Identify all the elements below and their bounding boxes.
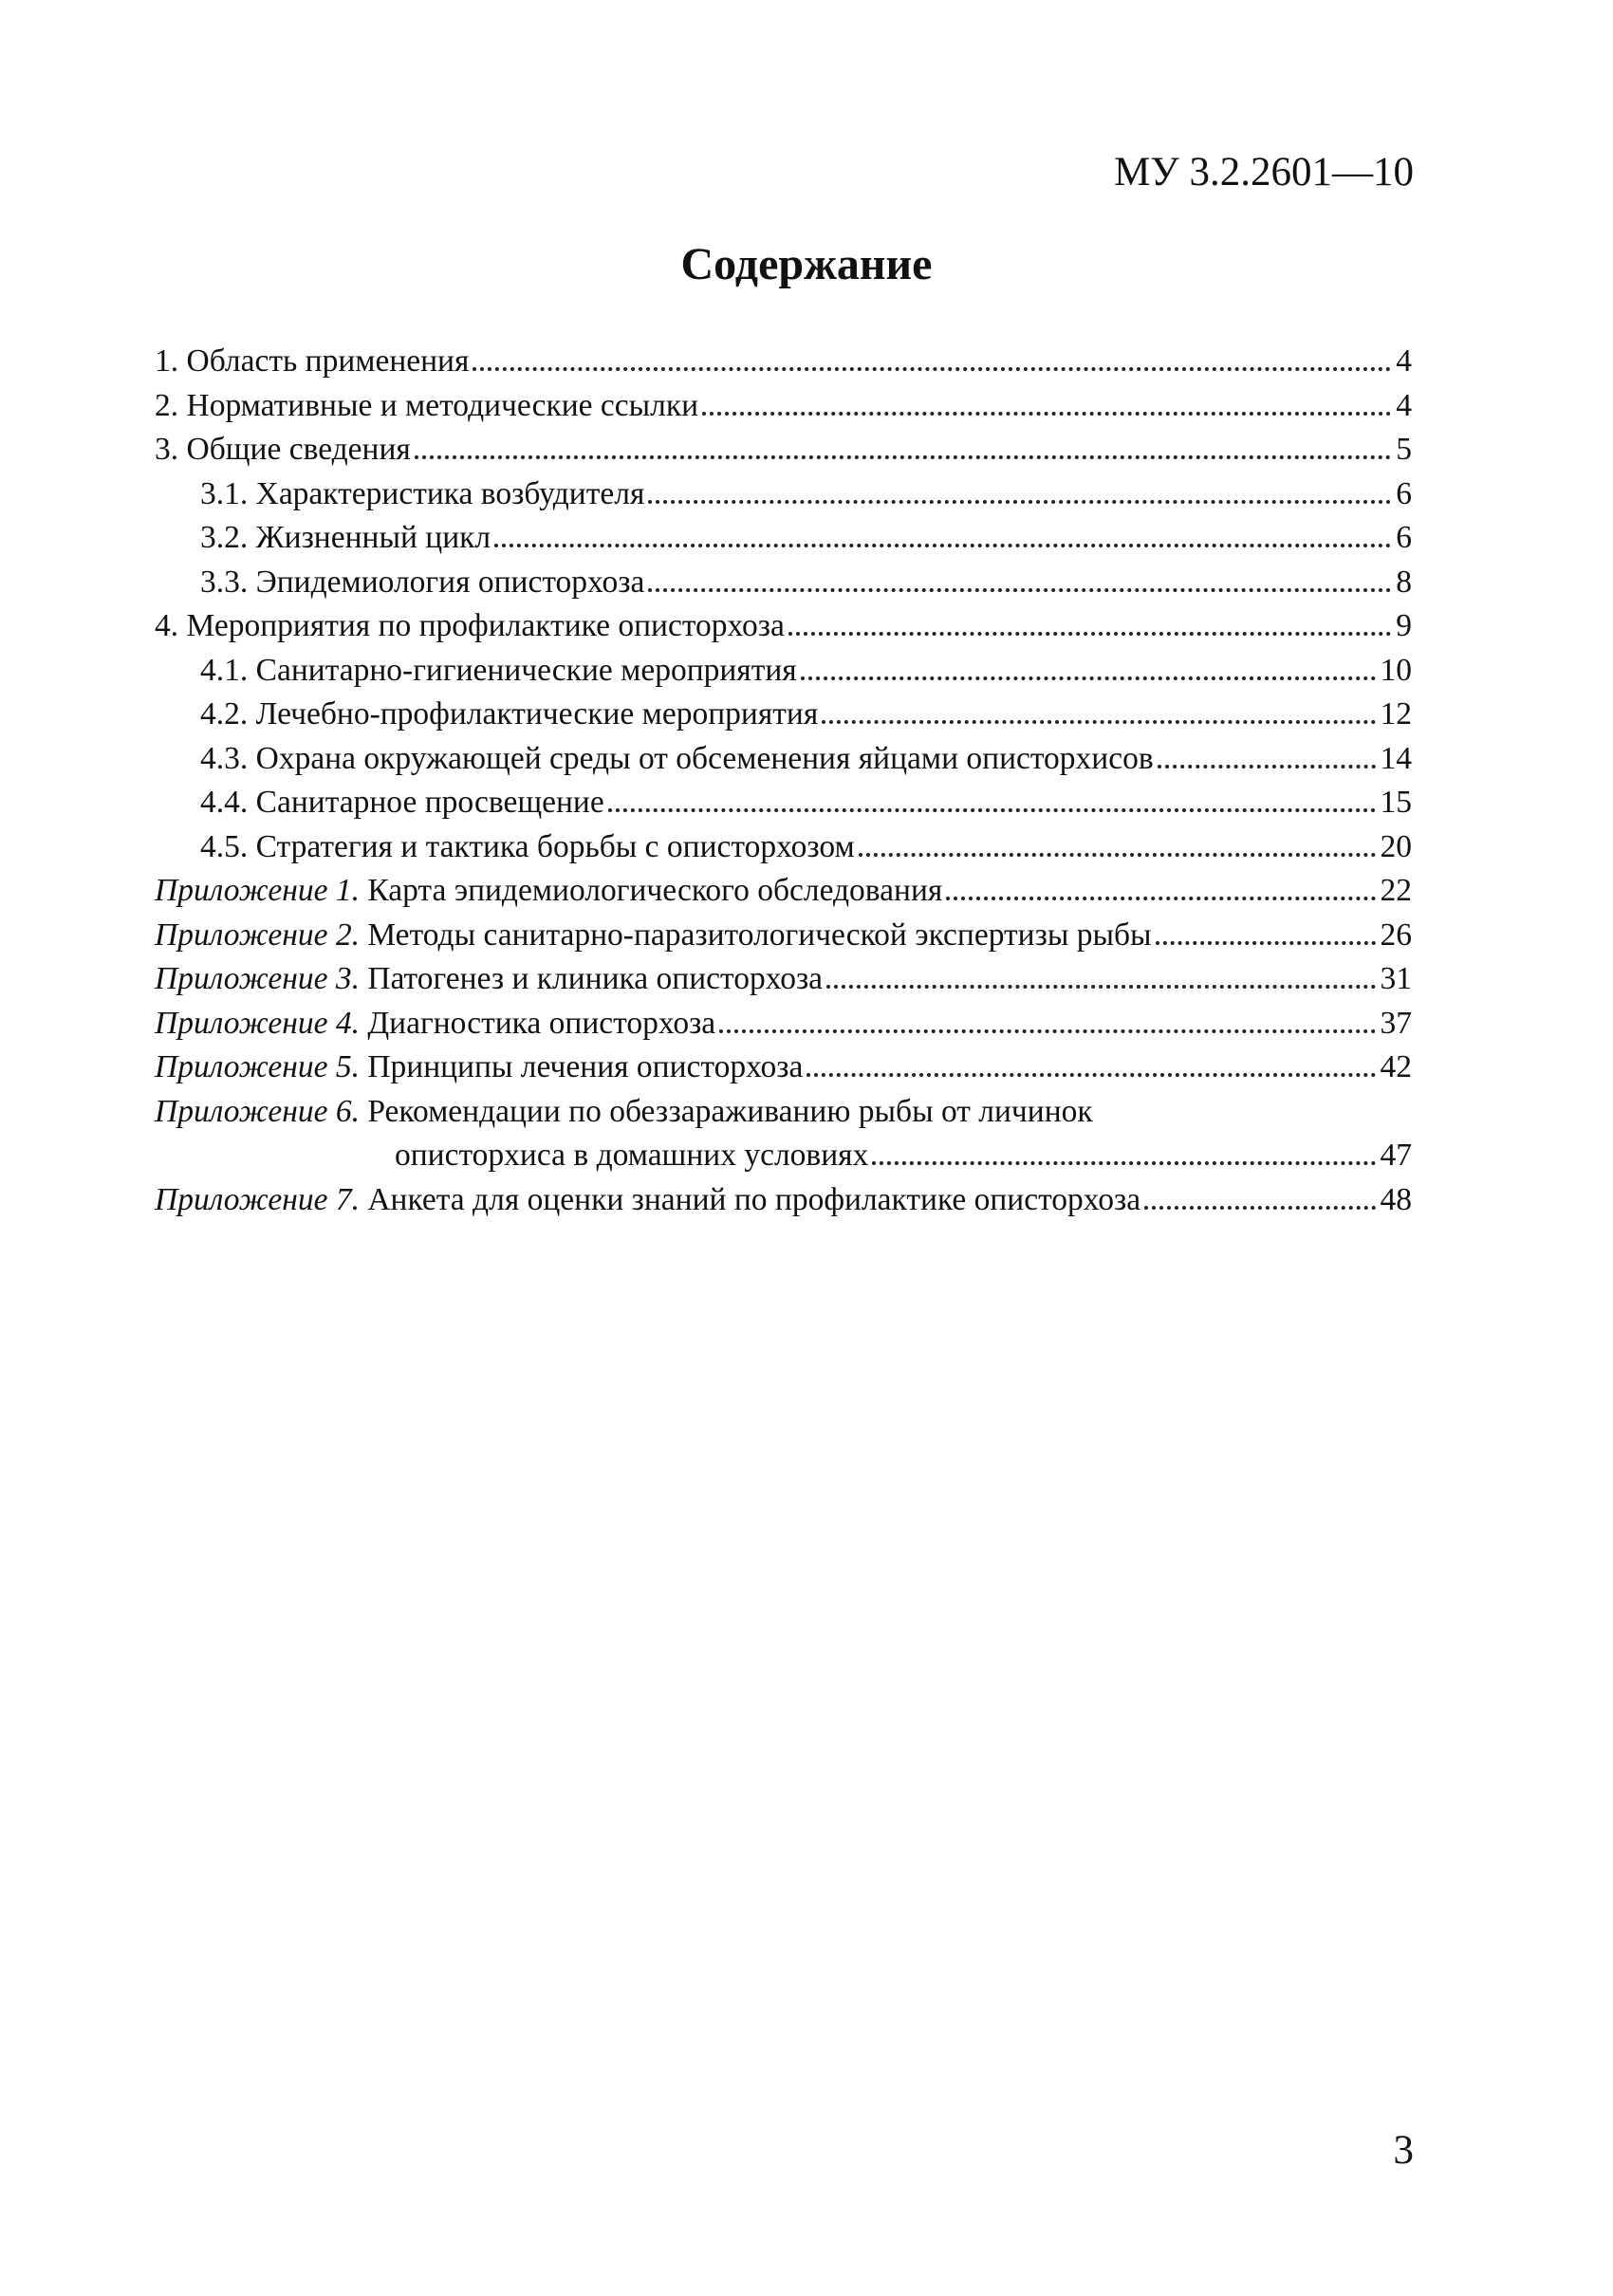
dot-leader [859,853,1376,857]
toc-entry-page: 10 [1380,652,1412,688]
toc-entry-title: 3. Общие сведения [155,432,411,467]
toc-entry [155,693,1412,737]
page-title: Содержание [680,239,933,289]
toc-entry-title: 4.2. Лечебно-профилактические мероприятия [200,696,819,731]
toc-entry-title: Методы санитарно-паразитологической экспертизы рыбы [367,917,1152,953]
toc-entry-title: Патогенез и клиника описторхоза [367,961,824,996]
toc-entry-page: 4 [1396,343,1412,379]
toc-entry-page: 15 [1380,785,1412,820]
toc-entry [155,516,1412,561]
dot-leader [822,720,1375,724]
dot-leader [415,455,1391,459]
toc-entry-title: Карта эпидемиологического обследования [367,873,943,908]
toc-entry-page: 20 [1380,828,1412,864]
dot-leader [788,632,1391,636]
toc-entry-appendix [155,1090,1412,1178]
appendix-label: Приложение 2. [155,917,360,953]
dot-leader [719,1029,1375,1033]
dot-leader [806,1073,1375,1077]
appendix-label: Приложение 5. [155,1049,360,1084]
table-of-contents [155,340,1412,1222]
toc-entry-page: 5 [1396,432,1412,467]
toc-entry-title: 4.5. Стратегия и тактика борьбы с описторхозом [200,828,855,864]
toc-entry-page: 9 [1396,608,1412,643]
document-code: МУ 3.2.2601—10 [1114,150,1414,194]
toc-entry-page: 12 [1380,696,1412,731]
toc-entry [155,781,1412,825]
toc-entry-page: 6 [1396,475,1412,511]
dot-leader [946,897,1375,900]
toc-entry-appendix [155,1178,1412,1223]
toc-entry-title-continuation: описторхиса в домашних условиях [395,1138,869,1173]
toc-entry [155,561,1412,605]
toc-entry-title: 4.1. Санитарно-гигиенические мероприятия [200,652,797,688]
dot-leader [1156,941,1376,945]
toc-entry-title: Рекомендации по обеззараживанию рыбы от личинок [367,1093,1093,1129]
appendix-label: Приложение 7. [155,1181,360,1217]
appendix-label: Приложение 1. [155,873,360,908]
toc-entry-title: 3.2. Жизненный цикл [200,520,491,555]
appendix-label: Приложение 3. [155,961,360,996]
dot-leader [648,588,1391,592]
toc-entry-title: 1. Область применения [155,343,470,379]
toc-entry-appendix [155,869,1412,914]
dot-leader [702,412,1391,416]
toc-entry-page: 4 [1396,387,1412,423]
toc-entry-page: 26 [1380,917,1412,953]
dot-leader [801,676,1376,680]
page-number: 3 [1393,2128,1414,2173]
toc-entry-title: 2. Нормативные и методические ссылки [155,387,699,423]
toc-entry-page: 8 [1396,564,1412,600]
toc-entry-title: Диагностика описторхоза [367,1005,716,1041]
toc-entry-appendix [155,1002,1412,1046]
toc-entry-page: 6 [1396,520,1412,555]
dot-leader [826,985,1375,989]
dot-leader [473,367,1391,371]
dot-leader [608,808,1376,812]
dot-leader [872,1161,1375,1165]
toc-entry-appendix [155,957,1412,1002]
toc-entry-appendix [155,1046,1412,1090]
toc-entry-page: 31 [1380,961,1412,996]
toc-entry-page: 47 [1380,1138,1412,1173]
toc-entry-page: 14 [1380,740,1412,776]
dot-leader [1144,1206,1375,1210]
toc-entry-title: 4.4. Санитарное просвещение [200,785,604,820]
toc-entry [155,604,1412,649]
dot-leader [494,544,1391,547]
toc-entry-title: 3.3. Эпидемиология описторхоза [200,564,645,600]
toc-entry [155,472,1412,517]
toc-entry-page: 22 [1380,873,1412,908]
toc-entry-title: Принципы лечения описторхоза [367,1049,804,1084]
toc-entry-title: Анкета для оценки знаний по профилактике описторхоза [367,1181,1141,1217]
toc-entry-page: 37 [1380,1005,1412,1041]
toc-entry [155,340,1412,384]
toc-entry-page: 42 [1380,1049,1412,1084]
toc-entry [155,428,1412,472]
toc-entry-title: 4.3. Охрана окружающей среды от обсеменения яйцами описторхисов [200,740,1154,776]
toc-entry [155,825,1412,870]
appendix-label: Приложение 4. [155,1005,360,1041]
appendix-label: Приложение 6. [155,1093,360,1129]
toc-entry [155,384,1412,429]
toc-entry-title: 4. Мероприятия по профилактике описторхоза [155,608,785,643]
toc-entry [155,737,1412,782]
toc-entry-appendix [155,914,1412,958]
toc-entry-title: 3.1. Характеристика возбудителя [200,475,645,511]
dot-leader [1158,765,1376,768]
toc-entry-page: 48 [1380,1181,1412,1217]
toc-entry [155,649,1412,694]
dot-leader [648,500,1391,504]
